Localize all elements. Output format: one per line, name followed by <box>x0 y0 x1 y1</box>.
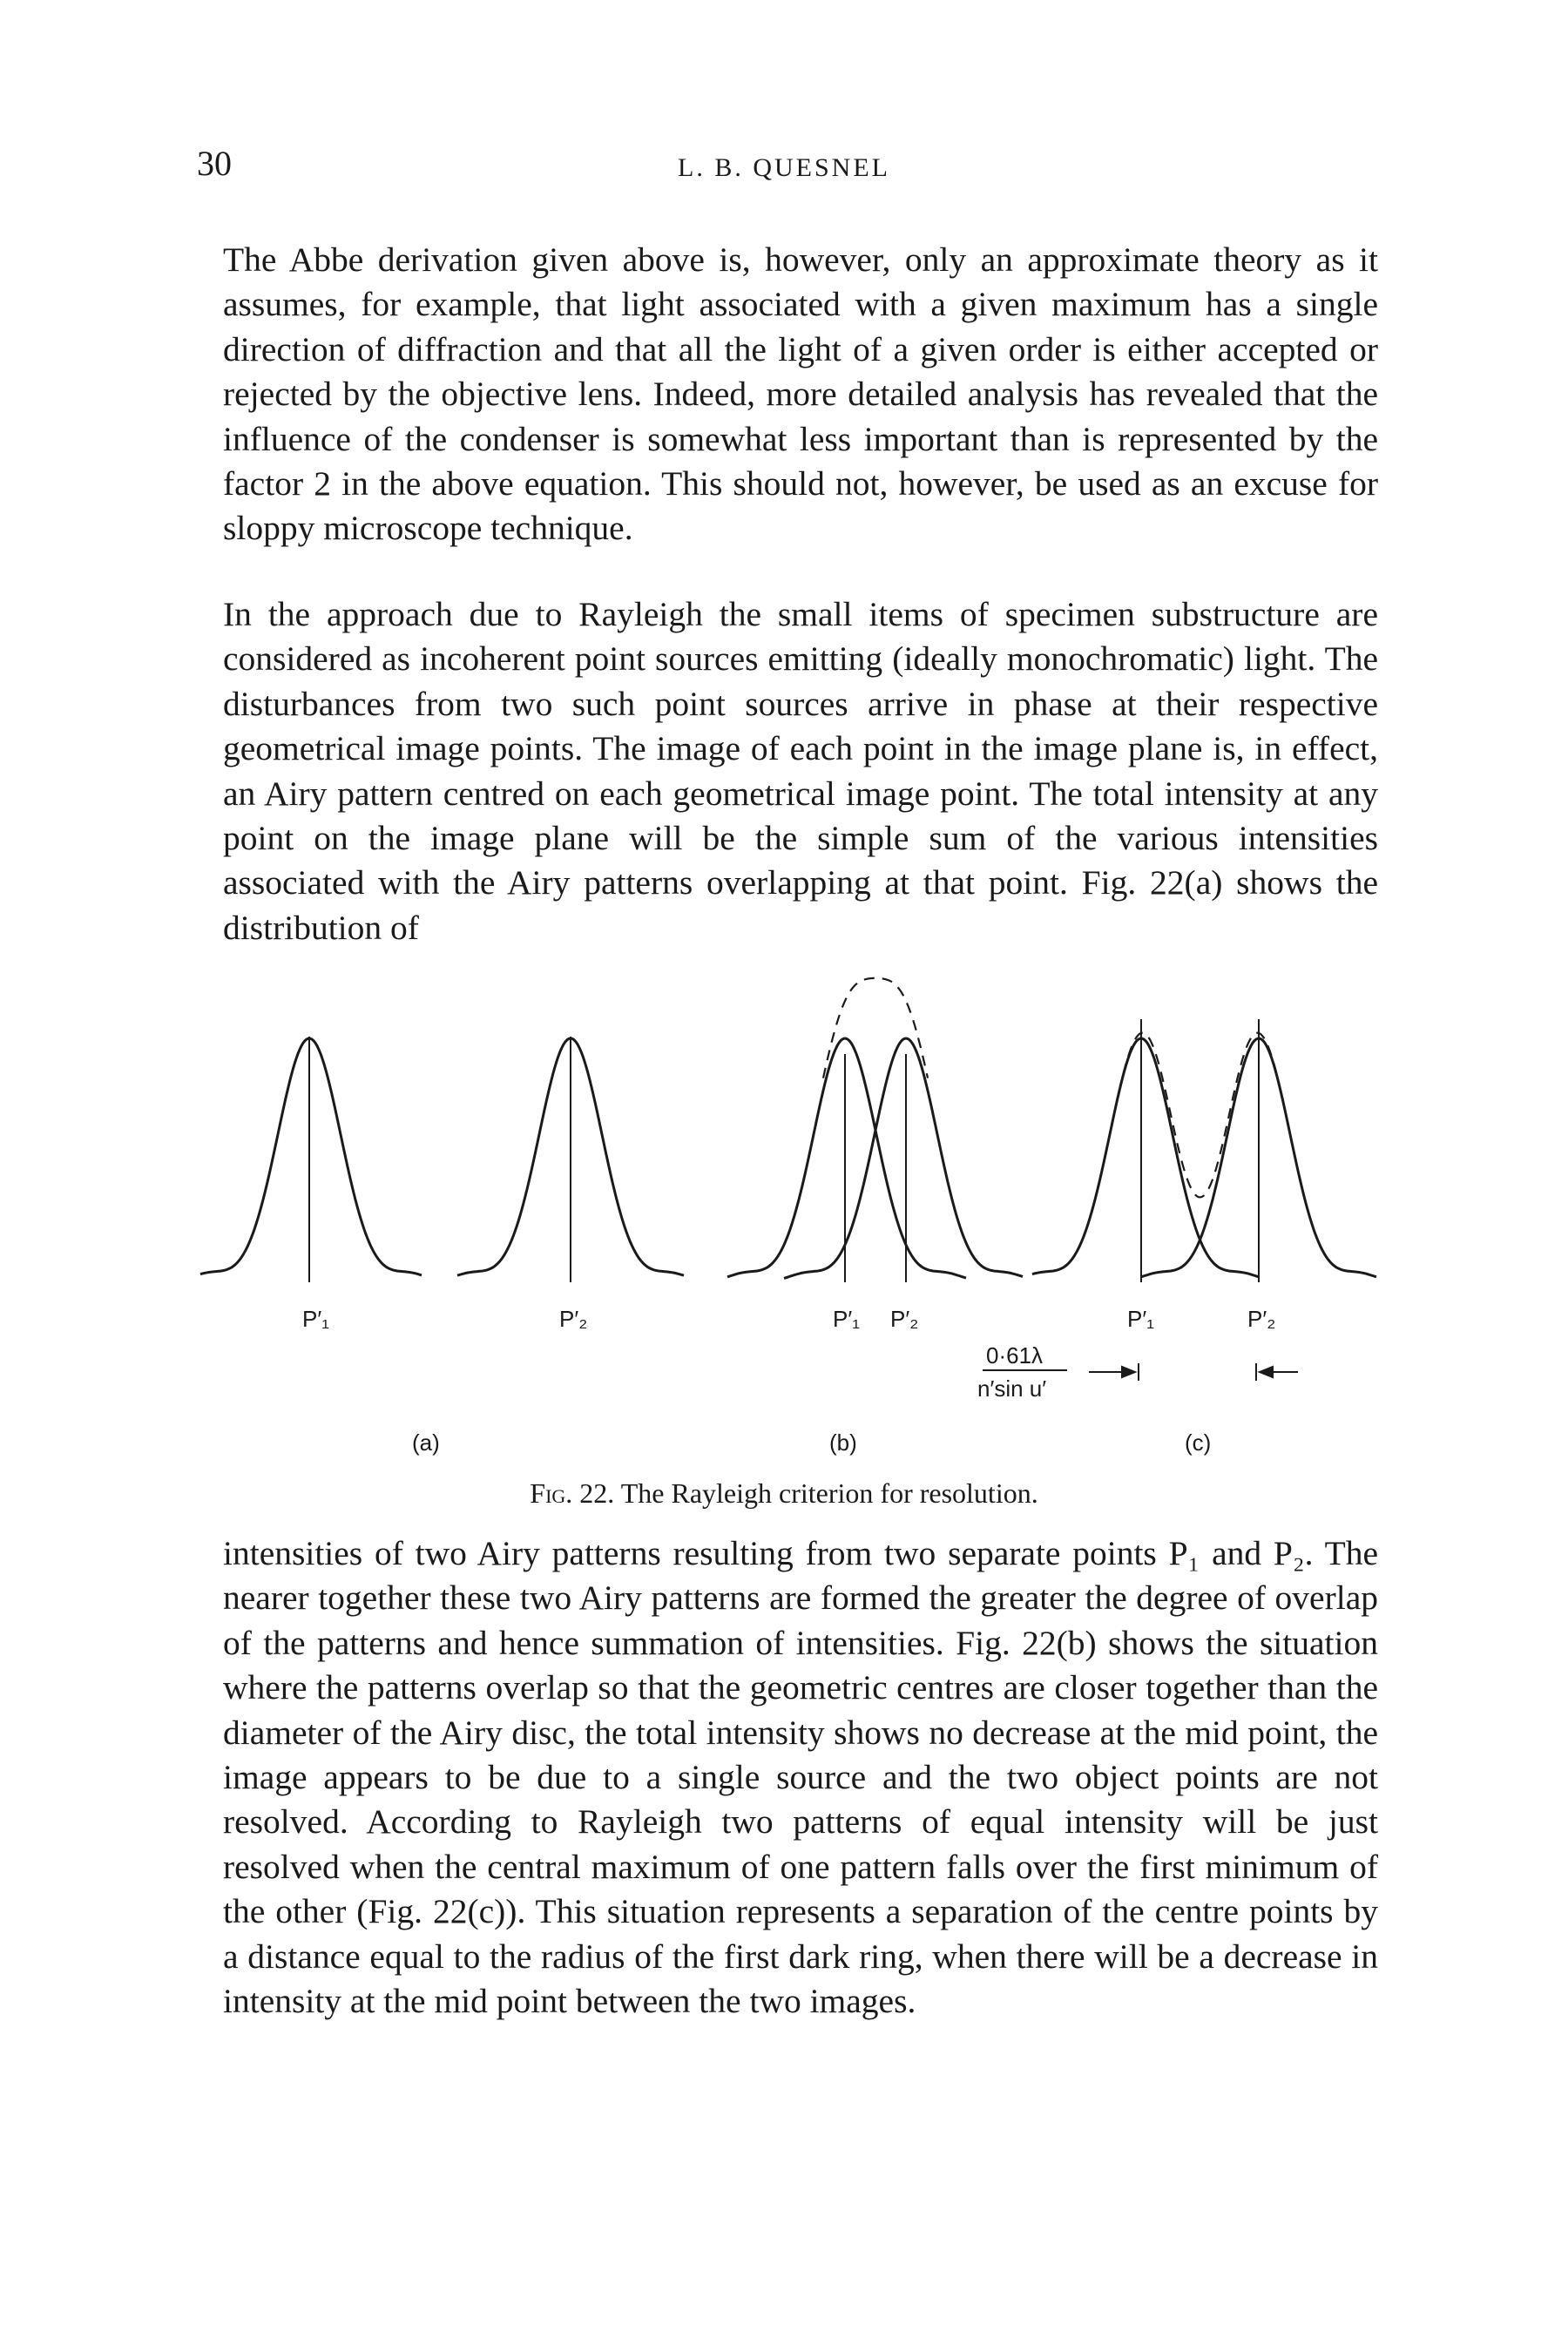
body-paragraph-3 <box>223 1531 1378 2024</box>
running-head: L. B. QUESNEL <box>678 153 890 182</box>
body-paragraph-2 <box>223 592 1378 950</box>
formula-numerator: 0·61λ <box>986 1342 1044 1369</box>
panel-label-b: (b) <box>829 1429 857 1456</box>
page-number: 30 <box>197 144 232 183</box>
airy-curve-b-p2 <box>784 1038 1023 1278</box>
caption-prefix: Fig. 22. <box>530 1477 615 1509</box>
caption-text: The Rayleigh criterion for resolution. <box>620 1477 1038 1509</box>
panel-label-a: (a) <box>412 1429 440 1456</box>
figure-diagram <box>183 954 1402 1477</box>
formula-denominator: n′sin u′ <box>977 1375 1047 1402</box>
label-c-p2: P′₂ <box>1247 1306 1276 1332</box>
label-b-p1: P′₁ <box>833 1306 860 1332</box>
arrowhead-left <box>1122 1367 1135 1377</box>
label-a-p2: P′₂ <box>559 1306 588 1332</box>
intensity-sum-b <box>823 978 928 1078</box>
arrowhead-right <box>1260 1367 1273 1377</box>
airy-curve-a-p1 <box>200 1038 422 1275</box>
figure-caption <box>0 1479 1568 1507</box>
paragraph-text: intensities of two Airy patterns resulting from two separate points P₁ and P₂. The nearer together these two Airy patterns are formed the greater the degree of overlap of the patterns and hence summation of intensities. Fig. 22(b) shows the situation where the patterns overlap so that the geometric centres are closer together than the diameter of the Airy disc, the total intensity shows no decrease at the mid point, the image appears to be due to a single source and the two object points are not resolved. According to Rayleigh two patterns of equal intensity will be just resolved when the central maximum of one pattern falls over the first minimum of the other (Fig. 22(c)). This situation represents a separation of the centre points by a distance equal to the radius of the first dark ring, when there will be a decrease in intensity at the mid point between the two images. <box>223 1534 1378 2021</box>
paragraph-text: The Abbe derivation given above is, however, only an approximate theory as it assumes, for example, that light associated with a given maximum has a single direction of diffraction and that all the light of a given order is either accepted or rejected by the objective lens. Indeed, more detailed analysis has revealed that the influence of the condenser is somewhat less important than is represented by the factor 2 in the above equation. This should not, however, be used as an excuse for sloppy microscope technique. <box>223 240 1378 548</box>
panel-label-c: (c) <box>1185 1429 1212 1456</box>
label-c-p1: P′₁ <box>1127 1306 1154 1332</box>
paragraph-text: In the approach due to Rayleigh the small items of specimen substructure are considered as incoherent point sources emitting (ideally monochromatic) light. The disturbances from two such point sources arrive in phase at their respective geometrical image points. The image of each point in the image plane is, in effect, an Airy pattern centred on each geometrical image point. The total intensity at any point on the image plane will be the simple sum of the various intensities associated with the Airy patterns overlapping at that point. Fig. 22(a) shows the distribution of <box>223 595 1378 947</box>
label-a-p1: P′₁ <box>302 1306 329 1332</box>
body-paragraph-1 <box>223 238 1378 551</box>
airy-curve-c-p1 <box>1032 1038 1259 1277</box>
figure-rayleigh-criterion <box>183 954 1402 1503</box>
label-b-p2: P′₂ <box>890 1306 919 1332</box>
